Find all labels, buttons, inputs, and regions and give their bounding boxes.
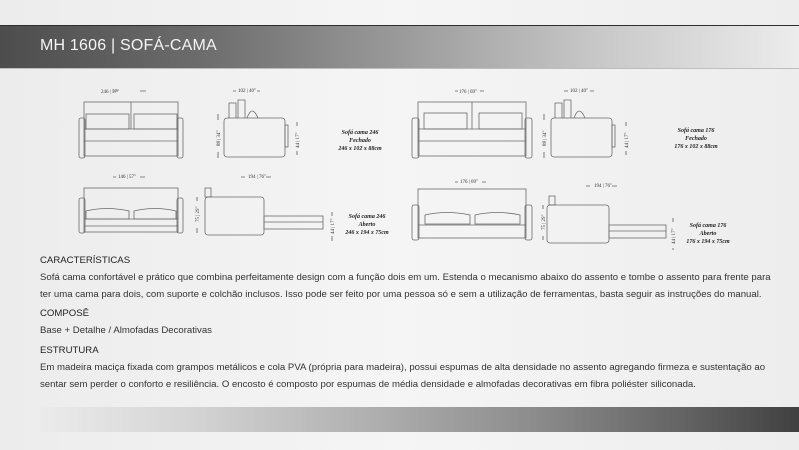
svg-text:44 | 17": 44 | 17": [625, 132, 630, 148]
svg-text:102 | 40": 102 | 40": [238, 89, 257, 94]
spec-note-176-open: [679, 222, 737, 246]
note-line: Aberto: [358, 222, 376, 228]
section-title: ESTRUTURA: [40, 345, 99, 356]
section-body-line: Em madeira maciça fixada com grampos metálicos e cola PVA (própria para madeira), possui espumas de alta densidade no assento agregando firmeza e sustentação ao: [40, 362, 766, 373]
sofa-246-open-side-view: [196, 175, 336, 241]
note-line: 176 x 102 x 88cm: [674, 144, 718, 150]
footer-bar: [40, 407, 799, 432]
section-body-line: Base + Detalhe / Almofadas Decorativas: [40, 325, 212, 336]
svg-text:88 | 34": 88 | 34": [217, 130, 222, 146]
note-line: 246 x 194 x 75cm: [345, 230, 389, 236]
svg-text:44 | 17": 44 | 17": [331, 218, 336, 234]
note-line: Fechado: [685, 136, 707, 142]
svg-text:44 | 17": 44 | 17": [672, 228, 677, 244]
svg-text:146 | 57": 146 | 57": [118, 175, 137, 180]
note-line: Sofá cama 176: [689, 223, 727, 229]
sofa-246-closed-side-view: [217, 89, 301, 158]
section-title: COMPOSÊ: [40, 308, 90, 319]
header-bar: [0, 25, 799, 69]
note-line: Sofá cama 176: [677, 128, 715, 134]
note-line: Fechado: [349, 138, 371, 144]
section-compose: [40, 305, 212, 339]
sofa-176-closed-front-view: [412, 90, 532, 158]
svg-text:194 | 76": 194 | 76": [594, 184, 613, 189]
note-line: 246 x 102 x 88cm: [338, 146, 382, 152]
svg-text:246 | 57": 246 | 57": [101, 90, 120, 95]
spec-note-246-open: [338, 213, 396, 237]
section-body-line: ter uma cama para dois, com suporte e colchão inclusos. Isso pode ser feito por uma pessoa só e sem a utilização de ferramentas, basta seguir as instruções do manual.: [40, 289, 762, 300]
sofa-176-open-side-view: [542, 184, 677, 250]
section-title: CARACTERÍSTICAS: [40, 255, 131, 266]
svg-text:88 | 34": 88 | 34": [543, 130, 548, 146]
sofa-176-closed-side-view: [543, 89, 630, 158]
sofa-246-closed-front-view: [79, 90, 183, 158]
sofa-246-open-front-view: [79, 175, 183, 233]
note-line: Sofá cama 246: [348, 214, 386, 220]
svg-text:75 | 29": 75 | 29": [196, 206, 201, 222]
section-caracteristicas: [40, 252, 771, 303]
spec-note-246-closed: [330, 129, 390, 153]
svg-text:102 | 40": 102 | 40": [570, 89, 589, 94]
section-body-line: sentar sem perder o conforto e resiliência. O encosto é composto por espumas de média densidade e almofadas decorativas em fibra poliéster siliconada.: [40, 379, 696, 390]
note-line: Aberto: [699, 231, 717, 237]
spec-note-176-closed: [666, 127, 726, 151]
note-line: Sofá cama 246: [341, 130, 379, 136]
svg-text:176 | 69": 176 | 69": [459, 90, 478, 95]
svg-text:194 | 76": 194 | 76": [248, 175, 267, 180]
note-line: 176 x 194 x 75cm: [686, 239, 730, 245]
sofa-176-open-front-view: [412, 180, 532, 240]
svg-text:176 | 69": 176 | 69": [460, 180, 479, 185]
svg-text:75 | 29": 75 | 29": [542, 214, 547, 230]
svg-text:44 | 17": 44 | 17": [296, 132, 301, 148]
page-title: MH 1606 | SOFÁ-CAMA: [40, 37, 217, 54]
section-estrutura: [40, 342, 765, 393]
section-body-line: Sofá cama confortável e prático que combina perfeitamente design com a função dois em um. Estenda o mecanismo abaixo do assento e tombe o assento para frente para: [40, 272, 771, 283]
